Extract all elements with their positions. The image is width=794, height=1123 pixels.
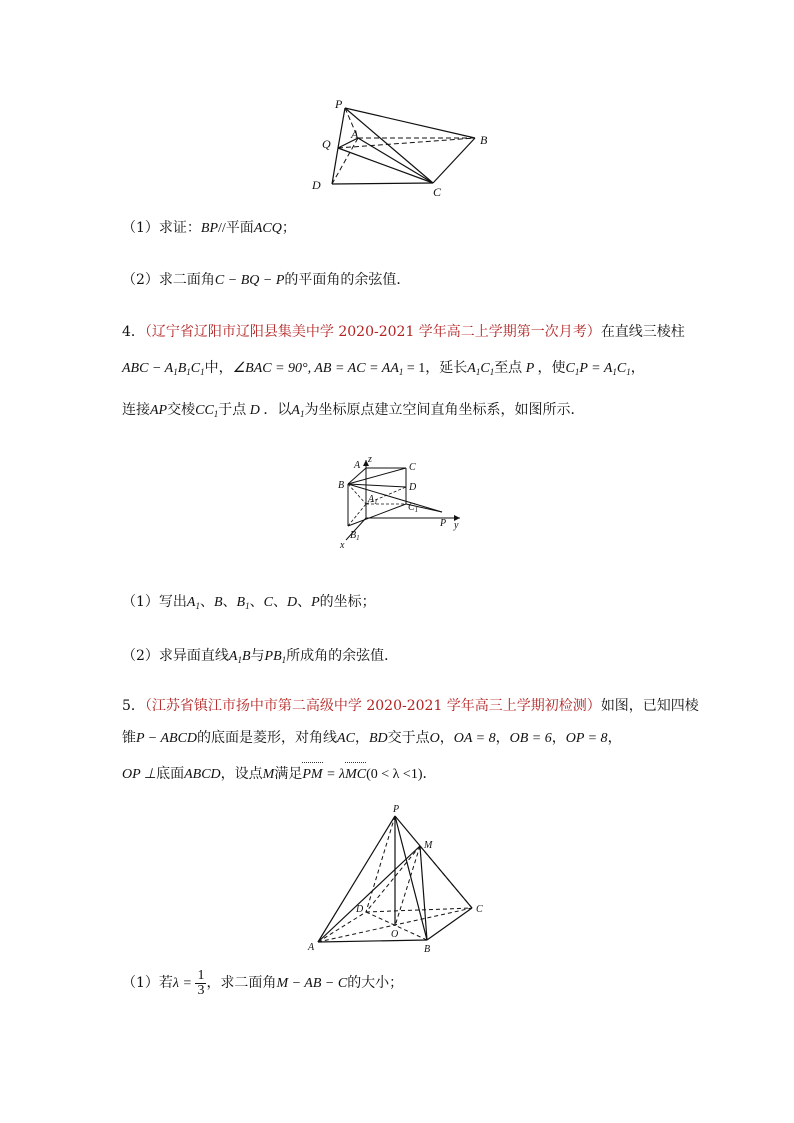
label-b: B bbox=[338, 480, 345, 491]
label-c: C bbox=[476, 904, 483, 915]
figure-pyramid bbox=[302, 802, 502, 954]
label-d: D bbox=[312, 178, 321, 192]
label-c1: $C_1$ bbox=[408, 502, 419, 514]
q5-line1: 5．（江苏省镇江市扬中市第二高级中学 2020-2021 学年高三上学期初检测）如图，已知四棱 bbox=[122, 698, 699, 714]
label-b: B bbox=[424, 944, 431, 955]
label-b: B bbox=[480, 133, 488, 147]
q4-line3: 连接AP交棱$CC_1$于点 D ．以$A_1$为坐标原点建立空间直角坐标系，如图所示． bbox=[122, 402, 585, 419]
q5-line3: OP ⊥底面ABCD，设点M满足PM = λMC(0 < λ <1)． bbox=[122, 764, 436, 785]
label-a: A bbox=[351, 127, 359, 141]
q3-part2: （2）求二面角C − BQ − P的平面角的余弦值． bbox=[122, 272, 411, 288]
q3-part1: （1）求证：BP//平面ACQ； bbox=[122, 220, 296, 236]
q5-part1: （1）若λ = $\frac{1}{3}$ ，求二面角M − AB − C的大小； bbox=[122, 967, 404, 998]
label-o: O bbox=[391, 929, 399, 940]
q4-part1: （1）写出$A_1$、B、$B_1$、C、D、P的坐标； bbox=[122, 594, 376, 611]
label-a1: $A_1$ bbox=[368, 494, 378, 506]
q4-source: （辽宁省辽阳市辽阳县集美中学 2020-2021 学年高二上学期第一次月考） bbox=[144, 324, 601, 340]
label-m: M bbox=[424, 840, 433, 851]
label-p: P bbox=[335, 97, 343, 111]
label-c: C bbox=[433, 185, 442, 199]
label-a: A bbox=[354, 460, 361, 471]
figure-coordinate-prism bbox=[330, 454, 470, 549]
figure-prism-svg bbox=[300, 96, 500, 199]
label-a: A bbox=[308, 942, 315, 953]
label-d: D bbox=[356, 904, 364, 915]
figure-coordinate-svg bbox=[330, 454, 470, 549]
label-z: z bbox=[368, 454, 372, 465]
label-p: P bbox=[393, 804, 400, 815]
q5-line2: 锥P − ABCD的底面是菱形，对角线AC，BD交于点O，OA = 8，OB = 6，OP = 8， bbox=[122, 730, 622, 746]
figure-pyramid-svg bbox=[302, 802, 502, 954]
label-y: y bbox=[454, 520, 459, 531]
q4-line1: 4．（辽宁省辽阳市辽阳县集美中学 2020-2021 学年高二上学期第一次月考）在直线三棱柱 bbox=[122, 324, 685, 340]
q4-part2: （2）求异面直线$A_1B$与$PB_1$所成角的余弦值． bbox=[122, 648, 399, 665]
figure-prism-pqdabc bbox=[300, 96, 500, 199]
label-d: D bbox=[409, 482, 417, 493]
label-b1: $B_1$ bbox=[350, 530, 360, 542]
label-p: P bbox=[440, 518, 447, 529]
label-q: Q bbox=[322, 137, 331, 151]
q4-line2: ABC − $A_1B_1C_1$中，∠BAC = 90°, AB = AC = $AA_1 = 1$，延长$A_1C_1$至点 P ，使$C_1P = A_1C_1$， bbox=[122, 360, 645, 377]
q5-source: （江苏省镇江市扬中市第二高级中学 2020-2021 学年高三上学期初检测） bbox=[144, 698, 601, 714]
label-x: x bbox=[340, 540, 345, 551]
fraction-one-third: $\frac{1}{3}$ bbox=[197, 967, 205, 998]
label-c: C bbox=[409, 462, 416, 473]
